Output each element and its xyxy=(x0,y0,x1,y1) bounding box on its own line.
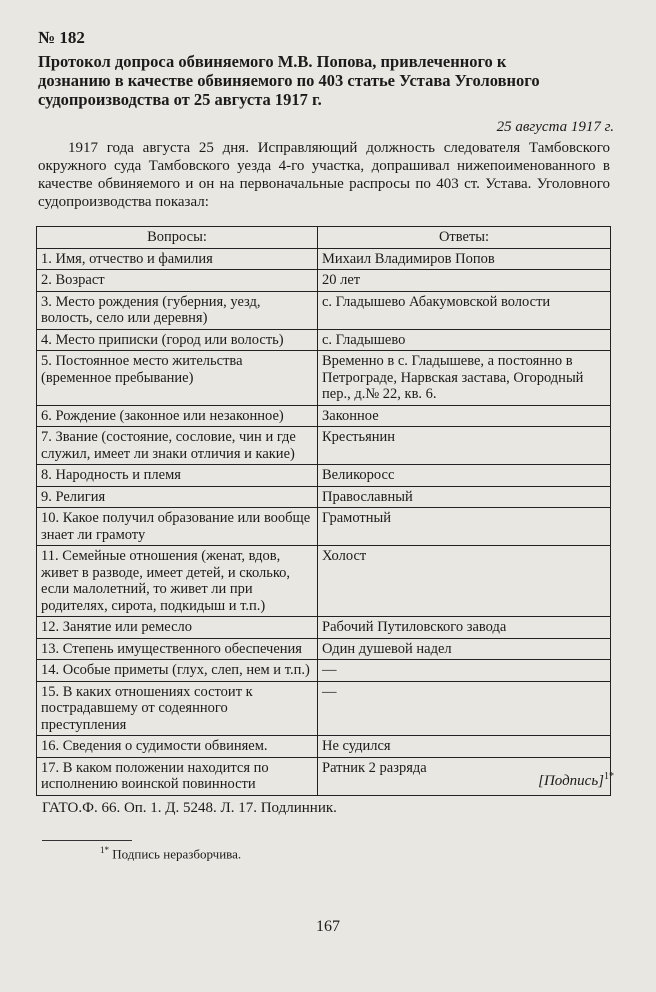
answer-cell: Православный xyxy=(318,486,611,508)
archive-reference: ГАТО.Ф. 66. Оп. 1. Д. 5248. Л. 17. Подлинник. xyxy=(42,800,337,816)
document-number: № 182 xyxy=(38,28,85,47)
table-row xyxy=(37,736,611,758)
question-cell: 5. Постоянное место жительства (временное пребывание) xyxy=(37,351,318,406)
answer-cell: Грамотный xyxy=(318,508,611,546)
table-row xyxy=(37,270,611,292)
question-cell: 3. Место рождения (губерния, уезд, волость, село или деревня) xyxy=(37,291,318,329)
table-row xyxy=(37,405,611,427)
header-answers: Ответы: xyxy=(318,227,611,249)
table-row xyxy=(37,329,611,351)
table-row xyxy=(37,638,611,660)
question-cell: 7. Звание (состояние, сословие, чин и где служил, имеет ли знаки отличия и какие) xyxy=(37,427,318,465)
question-cell: 4. Место приписки (город или волость) xyxy=(37,329,318,351)
question-cell: 6. Рождение (законное или незаконное) xyxy=(37,405,318,427)
signature-footnote-mark: 1* xyxy=(604,771,614,782)
answer-cell: Рабочий Путиловского завода xyxy=(318,617,611,639)
answer-cell: Великоросс xyxy=(318,465,611,487)
table-row xyxy=(37,546,611,617)
table-row xyxy=(37,617,611,639)
answer-cell: 20 лет xyxy=(318,270,611,292)
question-cell: 11. Семейные отношения (женат, вдов, живет в разводе, имеет детей, и сколько, если малолетний, то живет ли при родителях, сирота, подкидыш и т.п.) xyxy=(37,546,318,617)
interrogation-table xyxy=(36,226,611,796)
question-cell: 17. В каком положении находится по исполнению воинской повинности xyxy=(37,757,318,795)
question-cell: 15. В каких отношениях состоит к пострадавшему от содеянного преступления xyxy=(37,681,318,736)
question-cell: 1. Имя, отчество и фамилия xyxy=(37,248,318,270)
table-row xyxy=(37,486,611,508)
table-row xyxy=(37,427,611,465)
question-cell: 14. Особые приметы (глух, слеп, нем и т.п.) xyxy=(37,660,318,682)
answer-cell: Временно в с. Гладышеве, а постоянно в Петрограде, Нарвская застава, Огородный пер., д.№ 22, кв. 6. xyxy=(318,351,611,406)
answer-cell: Ратник 2 разряда xyxy=(318,757,611,795)
table-row xyxy=(37,508,611,546)
document-title: Протокол допроса обвиняемого М.В. Попова, привлеченного к дознанию в качестве обвиняемого по 403 статье Устава Уголовного судопроизводства от 25 августа 1917 г. xyxy=(38,52,540,109)
table-row xyxy=(37,681,611,736)
answer-cell: — xyxy=(318,681,611,736)
table-row xyxy=(37,757,611,795)
table-body xyxy=(37,248,611,795)
question-cell: 9. Религия xyxy=(37,486,318,508)
page-number: 167 xyxy=(316,918,340,935)
answer-cell: Не судился xyxy=(318,736,611,758)
table-row xyxy=(37,291,611,329)
signature xyxy=(538,771,614,790)
header-questions: Вопросы: xyxy=(37,227,318,249)
table-row xyxy=(37,465,611,487)
question-cell: 8. Народность и племя xyxy=(37,465,318,487)
intro-paragraph xyxy=(38,139,610,211)
answer-cell: — xyxy=(318,660,611,682)
answer-cell: Михаил Владимиров Попов xyxy=(318,248,611,270)
table-row xyxy=(37,248,611,270)
footnote-text: Подпись неразборчива. xyxy=(112,846,242,862)
answer-cell: Холост xyxy=(318,546,611,617)
document-date: 25 августа 1917 г. xyxy=(496,119,614,135)
answer-cell: с. Гладышево xyxy=(318,329,611,351)
table-row xyxy=(37,660,611,682)
signature-text: [Подпись] xyxy=(538,773,604,789)
answer-cell: Законное xyxy=(318,405,611,427)
footnote-divider xyxy=(42,840,132,841)
answer-cell: с. Гладышево Абакумовской волости xyxy=(318,291,611,329)
footnote-mark: 1* xyxy=(100,845,109,855)
table-header-row xyxy=(37,227,611,249)
question-cell: 10. Какое получил образование или вообще знает ли грамоту xyxy=(37,508,318,546)
question-cell: 2. Возраст xyxy=(37,270,318,292)
answer-cell: Один душевой надел xyxy=(318,638,611,660)
question-cell: 16. Сведения о судимости обвиняем. xyxy=(37,736,318,758)
question-cell: 13. Степень имущественного обеспечения xyxy=(37,638,318,660)
answer-cell: Крестьянин xyxy=(318,427,611,465)
table-row xyxy=(37,351,611,406)
footnote xyxy=(100,845,241,862)
intro-text: 1917 года августа 25 дня. Исправляющий должность следователя Тамбовского окружного суда Тамбовского уезда 4-го участка, допрашивал нижепоименованного в качестве обвиняемого и он на первоначальные распросы по 403 ст. Устава. Уголовного судопроизводства показал: xyxy=(38,140,610,210)
question-cell: 12. Занятие или ремесло xyxy=(37,617,318,639)
